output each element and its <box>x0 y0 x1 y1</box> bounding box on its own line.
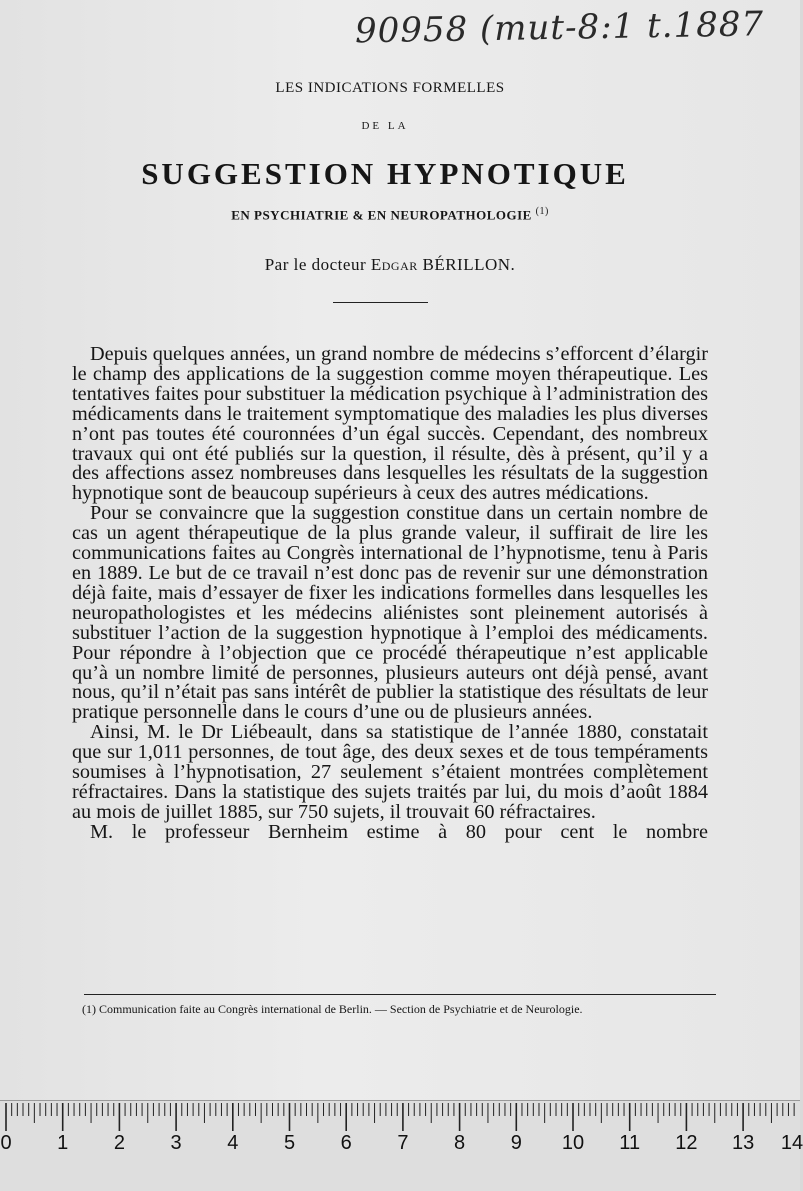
subtitle-text: EN PSYCHIATRIE & EN NEUROPATHOLOGIE <box>231 207 532 223</box>
ruler-label: 3 <box>170 1132 182 1154</box>
ruler-label: 13 <box>731 1132 755 1154</box>
paragraph-1: Depuis quelques années, un grand nombre de médecins s’efforcent d’élargir le champ des applications de la suggestion comme moyen thérapeutique. Les tentatives faites pour substituer la médication psychique à l’administration des médicaments dans le traitement symptomatique des maladies les plus diverses n’ont pas toutes été couronnées d’un égal succès. Cependant, des nombreux travaux qui ont été publiés sur la question, il résulte, dès à présent, qu’il y a des affections assez nombreuses dans lesquelles les résultats de la suggestion hypnotique sont de beaucoup supérieurs à ceux des autres médications. <box>72 343 708 505</box>
ruler-label: 14 <box>780 1132 803 1154</box>
ruler-label: 7 <box>397 1132 409 1154</box>
footnote-divider <box>84 994 716 995</box>
ruler-label: 8 <box>454 1132 466 1154</box>
ruler-label: 6 <box>340 1132 352 1154</box>
author-line <box>0 255 790 275</box>
footnote: (1) Communication faite au Congrès international de Berlin. — Section de Psychiatrie et de Neurologie. <box>82 1002 583 1016</box>
paragraph-4: M. le professeur Bernheim estime à 80 pour cent le nombre <box>90 820 708 843</box>
ruler-label: 4 <box>227 1132 239 1154</box>
subtitle <box>0 206 790 223</box>
ruler-label: 9 <box>510 1132 522 1154</box>
ruler-label: 2 <box>113 1132 125 1154</box>
ruler-label: 11 <box>619 1132 641 1154</box>
title-divider <box>333 302 428 303</box>
footnote-marker: (1) <box>535 206 549 217</box>
ruler-label: 12 <box>675 1132 698 1154</box>
main-title: SUGGESTION HYPNOTIQUE <box>141 156 629 191</box>
ruler-label: 0 <box>0 1132 12 1154</box>
paragraph-2: Pour se convaincre que la suggestion constitue dans un certain nombre de cas un agent thérapeutique de la plus grande valeur, il suffirait de lire les communications faites au Congrès international de l’hypnotisme, tenu à Paris en 1889. Le but de ce travail n’est donc pas de revenir sur une démonstration déjà faite, mais d’essayer de fixer les indications formelles dans lesquelles les neuropathologistes et les médecins aliénistes sont pleinement autorisés à substituer l’action de la suggestion hypnotique à l’emploi des médicaments. Pour répondre à l’objection que ce procédé thérapeutique n’est applicable qu’à un nombre limité de personnes, plusieurs auteurs ont déjà pensé, avant nous, qu’il n’était pas sans intérêt de publier la statistique des résultats de leur pratique personnelle dans le cours d’une ou de plusieurs années. <box>72 502 708 724</box>
ruler-label: 10 <box>561 1132 585 1154</box>
title-line-1: LES INDICATIONS FORMELLES <box>275 80 505 96</box>
author-name: Edgar BÉRILLON. <box>370 255 516 274</box>
ruler-label: 5 <box>283 1132 296 1154</box>
author-prefix: Par le docteur <box>264 255 367 274</box>
title-line-2: DE LA <box>361 120 409 132</box>
handwritten-catalog-note: 90958 (mut-8:1 t.1887 <box>354 4 765 52</box>
ruler-label: 1 <box>57 1132 69 1154</box>
body-text <box>72 345 708 843</box>
paragraph-3: Ainsi, M. le Dr Liébeault, dans sa statistique de l’année 1880, constatait que sur 1,011 personnes, de tout âge, des deux sexes et de tous tempéraments soumises à l’hypnotisation, 27 seulement s’étaient montrées complètement réfractaires. Dans la statistique des sujets traités par lui, du mois d’août 1884 au mois de juillet 1885, sur 750 sujets, il trouvait 60 réfractaires. <box>72 721 708 823</box>
